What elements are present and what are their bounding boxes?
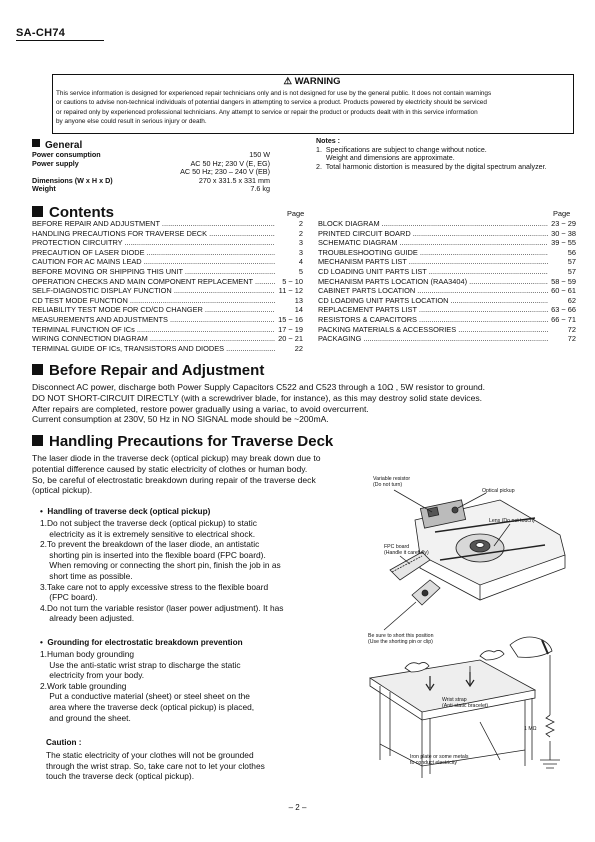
contents-entry-page: 66 ~ 71 bbox=[551, 314, 576, 324]
warning-line: by anyone else could result in serious injury or death. bbox=[56, 117, 207, 125]
contents-page-label-left: Page bbox=[287, 209, 305, 218]
list-line: 3.Take care not to apply excessive stress to the flexible board bbox=[40, 581, 269, 592]
contents-entry-page: 57 bbox=[567, 257, 576, 267]
contents-entry-title: MECHANISM PARTS LIST ..... bbox=[318, 257, 548, 267]
contents-entry-title: RELIABILITY TEST MODE FOR CD/CD CHANGER ..... bbox=[32, 305, 275, 315]
contents-row bbox=[32, 238, 303, 248]
spec-row: Power consumption 150 W bbox=[32, 150, 270, 159]
contents-entry-title: MEASUREMENTS AND ADJUSTMENTS ..... bbox=[32, 315, 275, 325]
contents-entry-title: REPLACEMENT PARTS LIST ..... bbox=[318, 305, 548, 315]
contents-page-label-right: Page bbox=[553, 209, 571, 218]
callout-wrist-strap: Wrist strap (Anti-static bracelet) bbox=[442, 697, 489, 709]
contents-row bbox=[32, 334, 303, 344]
general-specs bbox=[32, 151, 270, 194]
contents-row bbox=[318, 267, 576, 277]
contents-entry-title: TERMINAL GUIDE OF ICs, TRANSISTORS AND DIODES ..... bbox=[32, 344, 275, 354]
before-repair-text: Disconnect AC power, discharge both Power Supply Capacitors C522 and C523 through a 10Ω , 5W resistor to ground. DO NOT SHORT-CIRCUIT DIRECTLY (with a screwdriver blade, for instance), as this may destroy solid state devices. After repairs are completed, restore power gradually using a variac, to avoid overcurrent. Current consumption at 230V, 50 Hz in NO SIGNAL mode should be ~200mA. bbox=[32, 382, 486, 425]
contents-entry-page: 23 ~ 29 bbox=[551, 219, 576, 228]
list-line: When removing or connecting the short pin, finish the job in as bbox=[40, 560, 281, 571]
list-line: shorting pin is inserted into the flexible board (FPC board). bbox=[40, 549, 266, 560]
contents-row bbox=[32, 315, 303, 325]
general-notes: Notes : 1. Specifications are subject to change without notice. Weight and dimensions are approximate. 2. Total harmonic distortion is measured by the digital spectrum analyzer. bbox=[316, 137, 547, 171]
contents-entry-title: CD TEST MODE FUNCTION ..... bbox=[32, 296, 275, 306]
contents-entry-page: 11 ~ 12 bbox=[278, 286, 303, 296]
contents-entry-title: PACKAGING ..... bbox=[318, 334, 548, 344]
list-line: (FPC board). bbox=[40, 592, 98, 603]
contents-entry-title: WIRING CONNECTION DIAGRAM ..... bbox=[32, 334, 275, 344]
model-number: SA-CH74 bbox=[16, 27, 66, 39]
contents-entry-title: CD LOADING UNIT PARTS LOCATION ..... bbox=[318, 296, 548, 306]
callout-short-position: Be sure to short this position (Use the shorting pin or clip) bbox=[368, 633, 434, 645]
contents-row bbox=[32, 277, 303, 287]
warning-title: ⚠ WARNING bbox=[283, 76, 341, 87]
contents-entry-title: CD LOADING UNIT PARTS LIST ..... bbox=[318, 267, 548, 277]
before-repair-heading: Before Repair and Adjustment bbox=[32, 362, 264, 379]
contents-row bbox=[318, 219, 576, 229]
contents-entry-page: 30 ~ 38 bbox=[551, 228, 576, 238]
callout-lens: Lens (Do not touch) bbox=[489, 518, 535, 524]
contents-entry-page: 39 ~ 55 bbox=[551, 238, 576, 248]
spec-row: AC 50 Hz; 230 – 240 V (EB) bbox=[180, 167, 270, 176]
list-line: and ground the sheet. bbox=[40, 712, 131, 723]
callout-optical-pickup: Optical pickup bbox=[482, 488, 515, 494]
contents-row bbox=[32, 305, 303, 315]
contents-entry-title: OPERATION CHECKS AND MAIN COMPONENT REPLACEMENT ..... bbox=[32, 277, 275, 287]
contents-row bbox=[318, 248, 576, 258]
list-line: Use the anti-static wrist strap to discharge the static bbox=[40, 659, 241, 670]
spec-row: Weight 7.6 kg bbox=[32, 184, 270, 193]
traverse-deck-illustration bbox=[360, 460, 585, 780]
warning-line: or repaired only by experienced professional technicians. Any attempt to service or repair the product or products dealt with in this service information bbox=[56, 108, 478, 116]
contents-row bbox=[318, 229, 576, 239]
list-line: electricity as it is extremely sensitive to electrical shock. bbox=[40, 528, 256, 539]
contents-row bbox=[32, 325, 303, 335]
contents-entry-title: BEFORE MOVING OR SHIPPING THIS UNIT ..... bbox=[32, 267, 275, 277]
contents-row bbox=[32, 267, 303, 277]
warning-line: This service information is designed for experienced repair technicians only and is not designed for use by the general public. It does not contain warnings bbox=[56, 90, 492, 97]
contents-row bbox=[318, 315, 576, 325]
contents-row bbox=[32, 296, 303, 306]
spec-row: Dimensions (W x H x D) 270 x 331.5 x 331 mm bbox=[32, 175, 270, 185]
callout-iron-plate: Iron plate or some metals to conduct electricity bbox=[410, 754, 469, 766]
contents-entry-page: 56 bbox=[567, 247, 576, 257]
contents-entry-title: PROTECTION CIRCUITRY ..... bbox=[32, 238, 275, 248]
contents-entry-page: 3 bbox=[298, 238, 303, 248]
contents-entry-title: PRINTED CIRCUIT BOARD ..... bbox=[318, 229, 548, 239]
general-title: General bbox=[45, 140, 83, 151]
handling-sub2-title: • Grounding for electrostatic breakdown prevention bbox=[40, 638, 243, 647]
contents-entry-page: 14 bbox=[294, 305, 303, 315]
contents-row bbox=[32, 257, 303, 267]
contents-entry-title: RESISTORS & CAPACITORS ..... bbox=[318, 315, 548, 325]
square-bullet-icon bbox=[32, 206, 43, 217]
contents-row bbox=[318, 305, 576, 315]
caution-title: Caution : bbox=[46, 738, 82, 747]
contents-row bbox=[32, 344, 303, 354]
list-line: 4.Do not turn the variable resistor (laser power adjustment). It has bbox=[40, 602, 284, 613]
list-line: 2.Work table grounding bbox=[40, 680, 127, 691]
list-line: already been adjusted. bbox=[40, 613, 135, 624]
contents-entry-page: 15 ~ 16 bbox=[278, 314, 303, 324]
contents-entry-page: 22 bbox=[294, 343, 303, 353]
contents-entry-page: 60 ~ 61 bbox=[551, 286, 576, 296]
square-bullet-icon bbox=[32, 364, 43, 375]
contents-entry-title: HANDLING PRECAUTIONS FOR TRAVERSE DECK ..... bbox=[32, 229, 275, 239]
contents-entry-page: 2 bbox=[298, 219, 303, 228]
contents-entry-page: 20 ~ 21 bbox=[278, 334, 303, 344]
contents-entry-page: 5 bbox=[298, 266, 303, 276]
contents-entry-title: PACKING MATERIALS & ACCESSORIES ..... bbox=[318, 325, 548, 335]
contents-row bbox=[32, 219, 303, 229]
contents-entry-title: BLOCK DIAGRAM ..... bbox=[318, 219, 548, 229]
square-bullet-icon bbox=[32, 139, 40, 147]
contents-entry-page: 58 ~ 59 bbox=[551, 276, 576, 286]
contents-row bbox=[318, 286, 576, 296]
contents-right-column bbox=[318, 219, 576, 344]
contents-entry-title: SELF-DIAGNOSTIC DISPLAY FUNCTION ..... bbox=[32, 286, 275, 296]
square-bullet-icon bbox=[32, 435, 43, 446]
contents-row bbox=[318, 325, 576, 335]
contents-entry-page: 4 bbox=[298, 257, 303, 267]
handling-heading: Handling Precautions for Traverse Deck bbox=[32, 433, 333, 450]
header-rule bbox=[16, 40, 104, 41]
list-line: electricity from your body. bbox=[40, 670, 145, 681]
contents-entry-title: MECHANISM PARTS LOCATION (RAA3404) ..... bbox=[318, 277, 548, 287]
callout-variable-resistor: Variable resistor (Do not turn) bbox=[373, 476, 411, 488]
list-line: Put a conductive material (sheet) or steel sheet on the bbox=[40, 691, 250, 702]
spec-row: Power supply AC 50 Hz; 230 V (E, EG) bbox=[32, 158, 270, 168]
contents-row bbox=[318, 296, 576, 306]
contents-row bbox=[32, 286, 303, 296]
contents-left-column bbox=[32, 219, 303, 353]
contents-entry-page: 13 bbox=[294, 295, 303, 305]
contents-entry-title: PRECAUTION OF LASER DIODE ..... bbox=[32, 248, 275, 258]
contents-entry-page: 5 ~ 10 bbox=[282, 276, 303, 286]
list-line: 1.Human body grounding bbox=[40, 649, 135, 659]
list-line: short time as possible. bbox=[40, 570, 133, 581]
contents-entry-page: 3 bbox=[298, 247, 303, 257]
contents-entry-title: BEFORE REPAIR AND ADJUSTMENT ..... bbox=[32, 219, 275, 229]
list-line: 1.Do not subject the traverse deck (optical pickup) to static bbox=[40, 518, 257, 528]
contents-entry-title: CAUTION FOR AC MAINS LEAD ..... bbox=[32, 257, 275, 267]
contents-row bbox=[318, 277, 576, 287]
contents-entry-page: 57 bbox=[567, 266, 576, 276]
page-number: – 2 – bbox=[288, 803, 307, 812]
contents-entry-title: CABINET PARTS LOCATION ..... bbox=[318, 286, 548, 296]
contents-entry-page: 72 bbox=[567, 334, 576, 344]
handling-sub2-list bbox=[40, 649, 340, 723]
contents-entry-page: 62 bbox=[567, 295, 576, 305]
handling-intro: The laser diode in the traverse deck (optical pickup) may break down due to potential difference caused by static electricity of clothes or human body. So, be careful of electrostatic breakdown during repair of the traverse deck (optical pickup). bbox=[32, 453, 321, 496]
contents-entry-title: TERMINAL FUNCTION OF ICs ..... bbox=[32, 325, 275, 335]
contents-row bbox=[32, 229, 303, 239]
callout-fpc-board: FPC board (Handle it carefully) bbox=[384, 544, 429, 556]
contents-heading: Contents bbox=[32, 204, 114, 221]
contents-entry-page: 2 bbox=[298, 228, 303, 238]
callout-resistor: 1 MΩ bbox=[524, 726, 537, 732]
list-line: area where the traverse deck (optical pickup) is placed, bbox=[40, 701, 255, 712]
contents-entry-page: 17 ~ 19 bbox=[278, 324, 303, 334]
contents-entry-page: 63 ~ 66 bbox=[551, 305, 576, 315]
handling-sub1-list bbox=[40, 518, 340, 624]
contents-row bbox=[318, 334, 576, 344]
warning-text bbox=[56, 89, 568, 126]
list-line: 2.To prevent the breakdown of the laser diode, an antistatic bbox=[40, 539, 260, 550]
contents-row bbox=[32, 248, 303, 258]
contents-row bbox=[318, 257, 576, 267]
contents-entry-title: SCHEMATIC DIAGRAM ..... bbox=[318, 238, 548, 248]
caution-text: The static electricity of your clothes will not be grounded through the wrist strap. So, take care not to let your clothes touch the traverse deck (optical pickup). bbox=[46, 750, 265, 782]
contents-entry-title: TROUBLESHOOTING GUIDE ..... bbox=[318, 248, 548, 258]
handling-sub1-title: • Handling of traverse deck (optical pickup) bbox=[40, 507, 211, 516]
warning-line: or cautions to advise non-technical individuals of potential dangers in attempting to service a product. Products powered by electricity should be serviced bbox=[56, 99, 487, 107]
contents-row bbox=[318, 238, 576, 248]
contents-entry-page: 72 bbox=[567, 324, 576, 334]
